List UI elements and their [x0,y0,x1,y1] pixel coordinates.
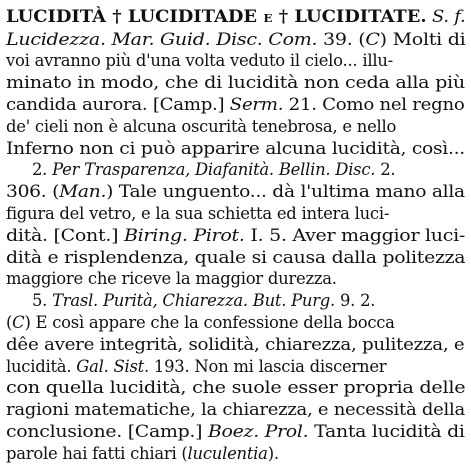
entry-text: ) E così appare che la confessione della bocca [24,312,395,332]
entry-text: 9. 2. [335,291,376,311]
citation-text: Gal. Sist. [76,356,149,376]
entry-line [6,138,465,160]
entry-line [6,181,465,203]
entry-line [6,312,395,334]
entry-text: 21. Como nel regno [283,94,465,114]
entry-text: ( [6,312,13,332]
citation-text: luculentia [187,443,268,463]
entry-text: dità e risplendenza, quale si causa dalla politezza [6,247,466,267]
entry-line [6,247,465,269]
citation-text: Trasl. Purità, Chiarezza. But. Purg. [52,291,336,311]
entry-text: ragioni matematiche, la chiarezza, e necessità della [6,400,465,420]
entry-line [6,29,465,51]
entry-line [6,203,389,225]
entry-text: voi avranno più d'una volta veduto il cielo... illu- [6,51,393,71]
entry-headline [6,6,465,28]
entry-text: de' cieli non è alcuna oscurità tenebrosa, e nello [6,116,397,136]
entry-line [6,50,393,72]
entry-line [6,377,465,399]
entry-text: dità. [Cont.] [6,225,124,245]
entry-text: figura del vetro, e la sua schietta ed intera luci- [6,203,390,223]
citation-text: Lucidezza. Mar. Guid. Disc. Com. [6,29,318,49]
entry-text: dêe avere integrità, solidità, chiarezza, pulitezza, e [6,334,465,354]
headword: LUCIDITÀ † LUCIDITADE e † LUCIDITATE. [6,7,427,26]
entry-text: 2. [32,160,53,180]
entry-text: ) Tale unguento... dà l'ultima mano alla [106,182,465,202]
entry-line [32,290,375,312]
entry-line [6,225,465,247]
citation-text: Serm. [229,94,284,114]
entry-line [32,159,395,181]
entry-line [6,116,396,138]
entry-text: Tanta lucidità di [308,421,465,441]
citation-text: Biring. Pirot. [123,225,245,245]
citation-text: Boez. Prol. [207,421,309,441]
entry-text: conclusione. [Camp.] [6,421,208,441]
entry-text: 5. [32,291,53,311]
citation-text: Per Trasparenza, Diafanità. Bellin. Disc. [52,160,376,180]
entry-text: candida aurora. [Camp.] [6,94,230,114]
entry-text: ). [267,443,279,463]
entry-text: 193. Non mi lascia discerner [148,356,387,376]
entry-line [6,443,279,465]
citation-text: Man. [59,182,107,202]
citation-text: C [12,312,25,332]
entry-text: 306. ( [6,182,60,202]
entry-text: minato in modo, che di lucidità non ceda alla più [6,73,465,93]
entry-text: lucidità. [6,356,77,376]
entry-line [6,356,386,378]
dictionary-entry [6,4,466,463]
entry-line [6,72,465,94]
entry-text: I. 5. Aver maggior luci- [244,225,465,245]
entry-line [6,421,465,443]
entry-text: parole hai fatti chiari ( [6,443,188,463]
entry-text: 39. ( [317,29,366,49]
part-of-speech: S. f. [432,7,466,26]
entry-line [6,334,465,356]
entry-text: con quella lucidità, che suole esser propria delle [6,378,466,398]
citation-text: C [365,29,380,49]
entry-text: Inferno non ci può apparire alcuna lucidità, così... [6,138,465,158]
entry-line [6,268,337,290]
entry-line [6,399,465,421]
entry-text: maggiore che riceve la maggior durezza. [6,269,337,289]
entry-line [6,94,465,116]
entry-text: 2. [375,160,396,180]
entry-text: ) Molti di [379,29,466,49]
